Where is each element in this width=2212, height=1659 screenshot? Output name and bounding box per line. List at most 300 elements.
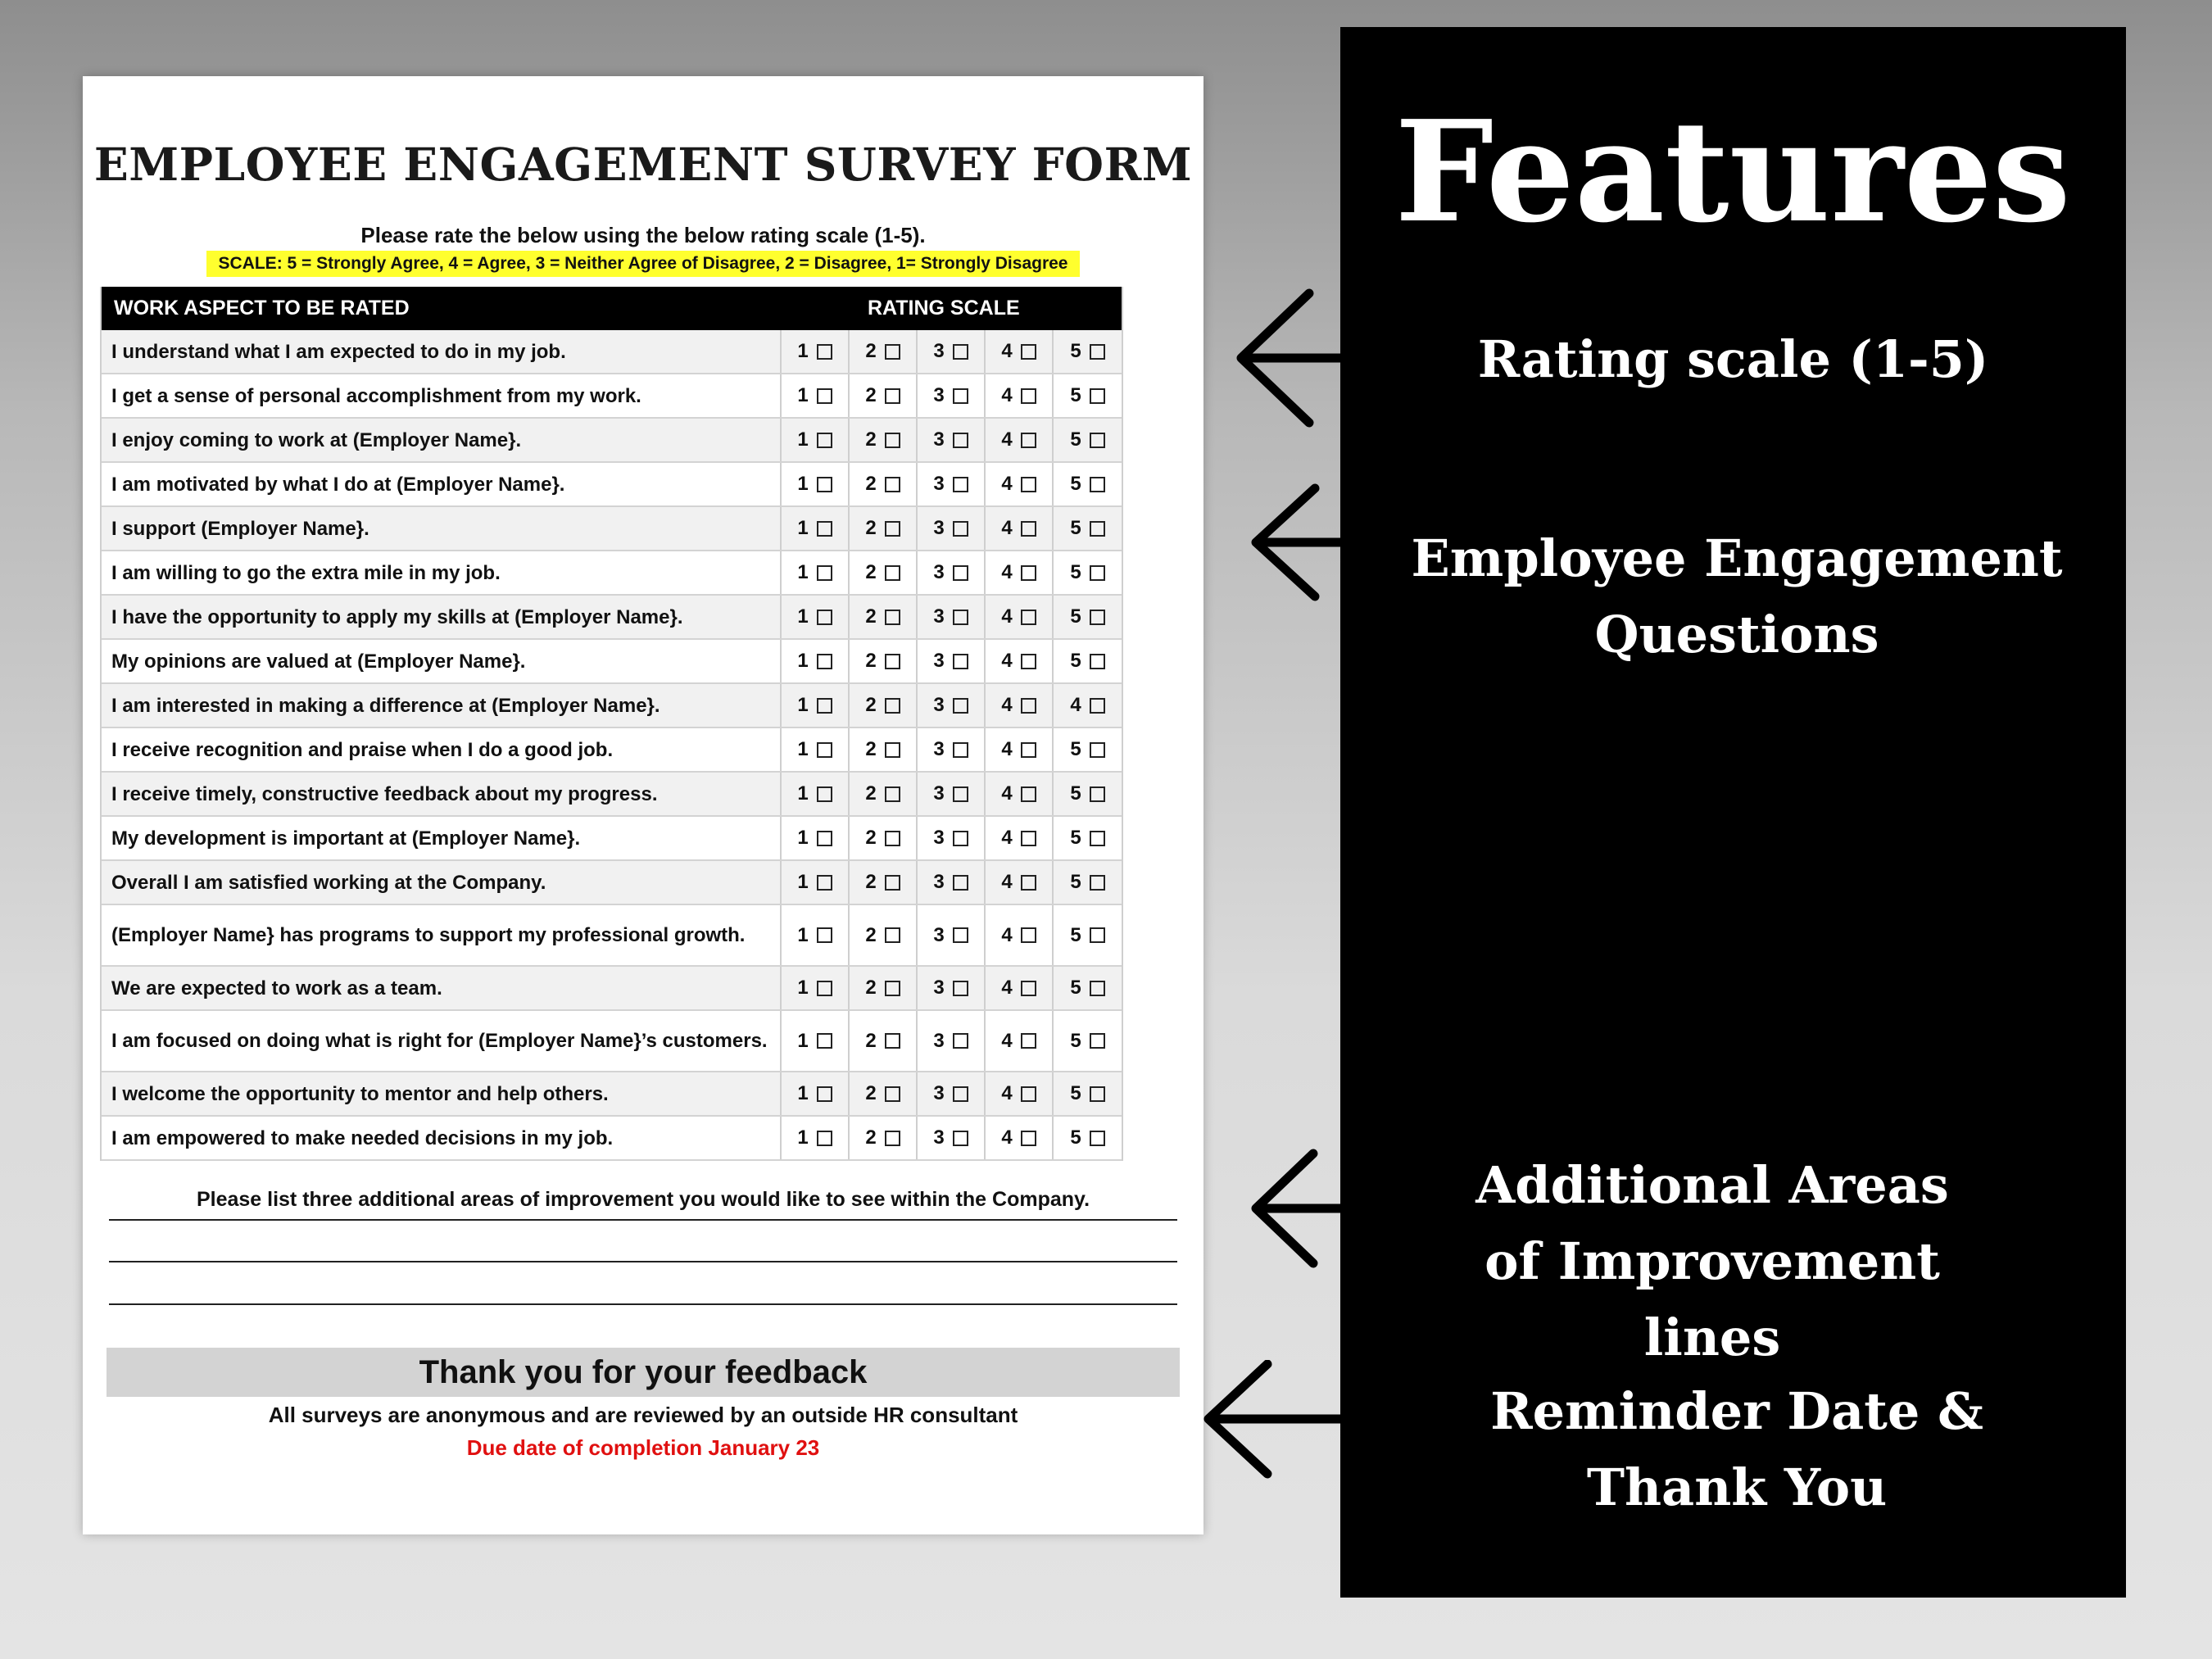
checkbox[interactable] <box>1021 477 1036 492</box>
rating-number: 4 <box>1001 561 1013 583</box>
rating-option-3[interactable] <box>918 507 986 550</box>
checkbox[interactable] <box>817 875 832 891</box>
checkbox[interactable] <box>953 565 968 581</box>
checkbox[interactable] <box>1090 1131 1105 1146</box>
rating-number: 5 <box>1070 428 1081 451</box>
rating-number: 1 <box>797 473 809 495</box>
rating-number: 4 <box>1001 428 1013 451</box>
checkbox[interactable] <box>953 654 968 669</box>
rating-number: 1 <box>797 782 809 805</box>
rating-option-4[interactable] <box>986 967 1054 1009</box>
rating-option-5[interactable] <box>1054 861 1122 904</box>
arrow-left-icon <box>1200 1360 1348 1483</box>
rating-number: 2 <box>865 384 877 406</box>
improvement-line-1[interactable] <box>109 1219 1177 1221</box>
arrow-left-icon <box>1233 287 1348 430</box>
rating-number: 3 <box>933 561 945 583</box>
checkbox[interactable] <box>1090 610 1105 625</box>
rating-option-4[interactable] <box>986 374 1054 417</box>
rating-option-4[interactable] <box>986 507 1054 550</box>
rating-number: 3 <box>933 827 945 849</box>
table-row <box>102 463 1122 507</box>
rating-number: 4 <box>1070 694 1081 716</box>
rating-option-3[interactable] <box>918 1011 986 1071</box>
checkbox[interactable] <box>953 433 968 448</box>
checkbox[interactable] <box>817 1033 832 1049</box>
checkbox[interactable] <box>953 786 968 802</box>
rating-number: 5 <box>1070 738 1081 760</box>
checkbox[interactable] <box>1090 831 1105 846</box>
rating-option-2[interactable] <box>850 419 918 461</box>
checkbox[interactable] <box>885 654 900 669</box>
rating-number: 1 <box>797 977 809 999</box>
rating-option-5[interactable] <box>1054 374 1122 417</box>
table-row <box>102 684 1122 728</box>
rating-number: 4 <box>1001 1029 1013 1052</box>
checkbox[interactable] <box>1090 654 1105 669</box>
question-text: I am empowered to make needed decisions in my job. <box>102 1117 782 1159</box>
checkbox[interactable] <box>1021 433 1036 448</box>
checkbox[interactable] <box>1090 477 1105 492</box>
checkbox[interactable] <box>953 1131 968 1146</box>
checkbox[interactable] <box>1090 927 1105 943</box>
question-text: I have the opportunity to apply my skills at (Employer Name}. <box>102 596 782 638</box>
question-text: I am motivated by what I do at (Employer Name}. <box>102 463 782 505</box>
question-text: I receive timely, constructive feedback about my progress. <box>102 773 782 815</box>
rating-option-1[interactable] <box>782 1072 850 1115</box>
rating-number: 1 <box>797 923 809 946</box>
rating-option-5[interactable] <box>1054 463 1122 505</box>
rating-option-4[interactable] <box>986 684 1054 727</box>
rating-number: 1 <box>797 871 809 893</box>
rating-number: 4 <box>1001 650 1013 672</box>
question-text: I am focused on doing what is right for (Employer Name}’s customers. <box>102 1011 782 1071</box>
checkbox[interactable] <box>817 981 832 996</box>
rating-number: 4 <box>1001 340 1013 362</box>
checkbox[interactable] <box>817 786 832 802</box>
rating-number: 3 <box>933 923 945 946</box>
checkbox[interactable] <box>1090 742 1105 758</box>
checkbox[interactable] <box>1021 654 1036 669</box>
rating-option-1[interactable] <box>782 374 850 417</box>
checkbox[interactable] <box>1021 521 1036 537</box>
checkbox[interactable] <box>885 1033 900 1049</box>
rating-option-1[interactable] <box>782 1011 850 1071</box>
rating-option-5[interactable] <box>1054 684 1122 727</box>
header-aspect: WORK ASPECT TO BE RATED <box>114 297 410 320</box>
rating-number: 2 <box>865 517 877 539</box>
table-row <box>102 861 1122 905</box>
rating-option-3[interactable] <box>918 1117 986 1159</box>
rating-option-5[interactable] <box>1054 330 1122 373</box>
rating-option-2[interactable] <box>850 905 918 965</box>
rating-option-3[interactable] <box>918 640 986 682</box>
checkbox[interactable] <box>885 875 900 891</box>
checkbox[interactable] <box>953 610 968 625</box>
question-text: I support (Employer Name}. <box>102 507 782 550</box>
feature-engagement-questions: Employee Engagement Questions <box>1411 528 2063 664</box>
rating-option-4[interactable] <box>986 817 1054 859</box>
rating-option-3[interactable] <box>918 773 986 815</box>
arrow-left-icon <box>1249 483 1348 606</box>
rating-option-4[interactable] <box>986 640 1054 682</box>
rating-number: 5 <box>1070 923 1081 946</box>
rating-option-1[interactable] <box>782 684 850 727</box>
question-text: I welcome the opportunity to mentor and help others. <box>102 1072 782 1115</box>
rating-number: 3 <box>933 977 945 999</box>
rating-option-4[interactable] <box>986 1072 1054 1115</box>
rating-number: 5 <box>1070 977 1081 999</box>
rating-option-2[interactable] <box>850 330 918 373</box>
checkbox[interactable] <box>817 1131 832 1146</box>
rating-number: 1 <box>797 1029 809 1052</box>
rating-number: 5 <box>1070 827 1081 849</box>
rating-number: 1 <box>797 517 809 539</box>
rating-number: 4 <box>1001 605 1013 628</box>
checkbox[interactable] <box>953 521 968 537</box>
rating-option-1[interactable] <box>782 596 850 638</box>
question-text: I am interested in making a difference at (Employer Name}. <box>102 684 782 727</box>
checkbox[interactable] <box>1021 742 1036 758</box>
rating-number: 3 <box>933 428 945 451</box>
rating-table <box>100 287 1123 1161</box>
due-date: Due date of completion January 23 <box>466 1435 820 1460</box>
rating-number: 1 <box>797 827 809 849</box>
checkbox[interactable] <box>953 698 968 714</box>
feature-rating-scale: Rating scale (1-5) <box>1477 329 1989 389</box>
rating-instruction: Please rate the below using the below rating scale (1-5). <box>360 223 926 247</box>
rating-number: 1 <box>797 428 809 451</box>
rating-number: 3 <box>933 694 945 716</box>
rating-number: 5 <box>1070 782 1081 805</box>
rating-option-1[interactable] <box>782 728 850 771</box>
checkbox[interactable] <box>817 927 832 943</box>
checkbox[interactable] <box>953 981 968 996</box>
table-row <box>102 330 1122 374</box>
table-row <box>102 1117 1122 1161</box>
rating-option-4[interactable] <box>986 330 1054 373</box>
table-row <box>102 905 1122 967</box>
checkbox[interactable] <box>885 981 900 996</box>
rating-option-3[interactable] <box>918 330 986 373</box>
rating-number: 2 <box>865 473 877 495</box>
checkbox[interactable] <box>817 610 832 625</box>
rating-option-1[interactable] <box>782 817 850 859</box>
rating-number: 4 <box>1001 871 1013 893</box>
checkbox[interactable] <box>953 477 968 492</box>
rating-number: 4 <box>1001 1126 1013 1149</box>
rating-option-5[interactable] <box>1054 728 1122 771</box>
checkbox[interactable] <box>885 565 900 581</box>
rating-number: 3 <box>933 650 945 672</box>
rating-option-1[interactable] <box>782 330 850 373</box>
rating-number: 5 <box>1070 871 1081 893</box>
rating-number: 2 <box>865 923 877 946</box>
rating-option-5[interactable] <box>1054 1117 1122 1159</box>
checkbox[interactable] <box>817 742 832 758</box>
rating-option-4[interactable] <box>986 1011 1054 1071</box>
rating-option-5[interactable] <box>1054 596 1122 638</box>
checkbox[interactable] <box>1021 565 1036 581</box>
checkbox[interactable] <box>885 610 900 625</box>
rating-number: 5 <box>1070 1126 1081 1149</box>
rating-number: 3 <box>933 605 945 628</box>
checkbox[interactable] <box>817 654 832 669</box>
rating-option-5[interactable] <box>1054 1011 1122 1071</box>
rating-number: 3 <box>933 782 945 805</box>
scale-legend: SCALE: 5 = Strongly Agree, 4 = Agree, 3 = Neither Agree of Disagree, 2 = Disagree, 1= Strongly Disagree <box>206 251 1080 277</box>
checkbox[interactable] <box>885 433 900 448</box>
rating-option-2[interactable] <box>850 728 918 771</box>
checkbox[interactable] <box>885 1131 900 1146</box>
checkbox[interactable] <box>885 388 900 404</box>
rating-option-2[interactable] <box>850 507 918 550</box>
rating-number: 1 <box>797 1082 809 1104</box>
rating-option-1[interactable] <box>782 551 850 594</box>
checkbox[interactable] <box>1021 1086 1036 1102</box>
checkbox[interactable] <box>885 698 900 714</box>
rating-option-3[interactable] <box>918 463 986 505</box>
table-header <box>102 287 1122 330</box>
rating-option-4[interactable] <box>986 861 1054 904</box>
rating-number: 2 <box>865 782 877 805</box>
rating-option-4[interactable] <box>986 728 1054 771</box>
thank-you-banner: Thank you for your feedback <box>107 1348 1180 1397</box>
rating-option-4[interactable] <box>986 596 1054 638</box>
rating-number: 4 <box>1001 738 1013 760</box>
rating-option-3[interactable] <box>918 551 986 594</box>
rating-option-3[interactable] <box>918 1072 986 1115</box>
rating-option-1[interactable] <box>782 905 850 965</box>
rating-number: 3 <box>933 473 945 495</box>
checkbox[interactable] <box>1090 698 1105 714</box>
rating-option-5[interactable] <box>1054 773 1122 815</box>
form-title: EMPLOYEE ENGAGEMENT SURVEY FORM <box>93 138 1193 191</box>
rating-number: 5 <box>1070 605 1081 628</box>
rating-option-3[interactable] <box>918 419 986 461</box>
rating-number: 5 <box>1070 650 1081 672</box>
checkbox[interactable] <box>817 477 832 492</box>
checkbox[interactable] <box>1021 388 1036 404</box>
checkbox[interactable] <box>1021 344 1036 360</box>
rating-option-4[interactable] <box>986 905 1054 965</box>
rating-number: 2 <box>865 605 877 628</box>
rating-option-4[interactable] <box>986 419 1054 461</box>
rating-option-2[interactable] <box>850 596 918 638</box>
rating-option-1[interactable] <box>782 967 850 1009</box>
question-text: (Employer Name} has programs to support my professional growth. <box>102 905 782 965</box>
rating-number: 2 <box>865 340 877 362</box>
checkbox[interactable] <box>817 698 832 714</box>
features-title: Features <box>1394 90 2071 254</box>
checkbox[interactable] <box>885 521 900 537</box>
checkbox[interactable] <box>817 831 832 846</box>
rating-option-3[interactable] <box>918 817 986 859</box>
checkbox[interactable] <box>1021 1033 1036 1049</box>
rating-option-2[interactable] <box>850 1072 918 1115</box>
improvement-line-2[interactable] <box>109 1261 1177 1262</box>
rating-option-2[interactable] <box>850 640 918 682</box>
anonymous-note: All surveys are anonymous and are reviewed by an outside HR consultant <box>268 1403 1018 1427</box>
checkbox[interactable] <box>1021 831 1036 846</box>
rating-option-3[interactable] <box>918 905 986 965</box>
checkbox[interactable] <box>1021 875 1036 891</box>
checkbox[interactable] <box>953 927 968 943</box>
checkbox[interactable] <box>817 344 832 360</box>
rating-option-2[interactable] <box>850 817 918 859</box>
rating-option-1[interactable] <box>782 1117 850 1159</box>
rating-option-3[interactable] <box>918 596 986 638</box>
checkbox[interactable] <box>1090 1033 1105 1049</box>
rating-number: 2 <box>865 1126 877 1149</box>
rating-number: 4 <box>1001 782 1013 805</box>
checkbox[interactable] <box>817 1086 832 1102</box>
rating-number: 2 <box>865 1029 877 1052</box>
rating-option-3[interactable] <box>918 374 986 417</box>
question-text: I get a sense of personal accomplishment from my work. <box>102 374 782 417</box>
rating-number: 4 <box>1001 473 1013 495</box>
rating-number: 3 <box>933 517 945 539</box>
rating-number: 5 <box>1070 473 1081 495</box>
rating-option-3[interactable] <box>918 684 986 727</box>
checkbox[interactable] <box>1021 981 1036 996</box>
rating-number: 3 <box>933 1029 945 1052</box>
rating-option-1[interactable] <box>782 507 850 550</box>
checkbox[interactable] <box>1021 786 1036 802</box>
rating-number: 3 <box>933 738 945 760</box>
rating-option-2[interactable] <box>850 967 918 1009</box>
feature-improvement-lines: Additional Areas of Improvement lines <box>1475 1155 1949 1367</box>
rating-option-4[interactable] <box>986 1117 1054 1159</box>
checkbox[interactable] <box>885 344 900 360</box>
checkbox[interactable] <box>953 875 968 891</box>
rating-option-4[interactable] <box>986 773 1054 815</box>
checkbox[interactable] <box>1090 875 1105 891</box>
header-rating: RATING SCALE <box>868 297 1020 320</box>
checkbox[interactable] <box>953 344 968 360</box>
table-row <box>102 507 1122 551</box>
arrow-left-icon <box>1249 1147 1348 1270</box>
rating-option-2[interactable] <box>850 551 918 594</box>
rating-option-3[interactable] <box>918 967 986 1009</box>
rating-number: 2 <box>865 694 877 716</box>
checkbox[interactable] <box>1090 1086 1105 1102</box>
rating-option-2[interactable] <box>850 374 918 417</box>
rating-option-5[interactable] <box>1054 419 1122 461</box>
rating-number: 1 <box>797 738 809 760</box>
rating-option-2[interactable] <box>850 861 918 904</box>
rating-option-2[interactable] <box>850 1011 918 1071</box>
rating-option-1[interactable] <box>782 463 850 505</box>
checkbox[interactable] <box>953 388 968 404</box>
rating-number: 2 <box>865 1082 877 1104</box>
rating-option-4[interactable] <box>986 463 1054 505</box>
rating-option-5[interactable] <box>1054 551 1122 594</box>
rating-option-2[interactable] <box>850 463 918 505</box>
rating-option-5[interactable] <box>1054 640 1122 682</box>
question-text: I enjoy coming to work at (Employer Name}. <box>102 419 782 461</box>
checkbox[interactable] <box>1021 610 1036 625</box>
table-row <box>102 640 1122 684</box>
checkbox[interactable] <box>953 831 968 846</box>
checkbox[interactable] <box>885 831 900 846</box>
rating-number: 2 <box>865 561 877 583</box>
checkbox[interactable] <box>817 565 832 581</box>
question-text: Overall I am satisfied working at the Company. <box>102 861 782 904</box>
rating-number: 4 <box>1001 977 1013 999</box>
checkbox[interactable] <box>885 927 900 943</box>
rating-option-3[interactable] <box>918 861 986 904</box>
rating-option-3[interactable] <box>918 728 986 771</box>
rating-option-1[interactable] <box>782 773 850 815</box>
rating-option-5[interactable] <box>1054 905 1122 965</box>
rating-number: 5 <box>1070 340 1081 362</box>
checkbox[interactable] <box>885 477 900 492</box>
table-row <box>102 551 1122 596</box>
checkbox[interactable] <box>885 1086 900 1102</box>
question-text: I receive recognition and praise when I do a good job. <box>102 728 782 771</box>
checkbox[interactable] <box>1021 698 1036 714</box>
rating-option-2[interactable] <box>850 1117 918 1159</box>
rating-number: 4 <box>1001 517 1013 539</box>
rating-number: 3 <box>933 1126 945 1149</box>
improvement-line-3[interactable] <box>109 1303 1177 1305</box>
rating-option-4[interactable] <box>986 551 1054 594</box>
rating-option-5[interactable] <box>1054 1072 1122 1115</box>
table-row <box>102 817 1122 861</box>
checkbox[interactable] <box>817 433 832 448</box>
question-text: I am willing to go the extra mile in my job. <box>102 551 782 594</box>
checkbox[interactable] <box>1090 344 1105 360</box>
rating-number: 4 <box>1001 1082 1013 1104</box>
rating-option-5[interactable] <box>1054 817 1122 859</box>
rating-option-1[interactable] <box>782 861 850 904</box>
question-rows <box>102 330 1122 1161</box>
rating-option-1[interactable] <box>782 640 850 682</box>
rating-option-2[interactable] <box>850 684 918 727</box>
checkbox[interactable] <box>817 521 832 537</box>
checkbox[interactable] <box>885 786 900 802</box>
checkbox[interactable] <box>953 1086 968 1102</box>
rating-number: 2 <box>865 871 877 893</box>
checkbox[interactable] <box>1090 981 1105 996</box>
rating-option-2[interactable] <box>850 773 918 815</box>
rating-number: 1 <box>797 1126 809 1149</box>
rating-number: 1 <box>797 340 809 362</box>
rating-number: 2 <box>865 428 877 451</box>
question-text: My opinions are valued at (Employer Name}. <box>102 640 782 682</box>
rating-number: 4 <box>1001 827 1013 849</box>
checkbox[interactable] <box>817 388 832 404</box>
checkbox[interactable] <box>1090 565 1105 581</box>
checkbox[interactable] <box>953 1033 968 1049</box>
rating-option-5[interactable] <box>1054 507 1122 550</box>
rating-option-5[interactable] <box>1054 967 1122 1009</box>
checkbox[interactable] <box>1021 1131 1036 1146</box>
checkbox[interactable] <box>1090 388 1105 404</box>
rating-number: 2 <box>865 738 877 760</box>
checkbox[interactable] <box>1090 521 1105 537</box>
checkbox[interactable] <box>1021 927 1036 943</box>
table-row <box>102 419 1122 463</box>
improvement-prompt: Please list three additional areas of improvement you would like to see within the Company. <box>196 1188 1090 1211</box>
checkbox[interactable] <box>885 742 900 758</box>
checkbox[interactable] <box>1090 786 1105 802</box>
rating-number: 1 <box>797 650 809 672</box>
checkbox[interactable] <box>953 742 968 758</box>
rating-option-1[interactable] <box>782 419 850 461</box>
checkbox[interactable] <box>1090 433 1105 448</box>
